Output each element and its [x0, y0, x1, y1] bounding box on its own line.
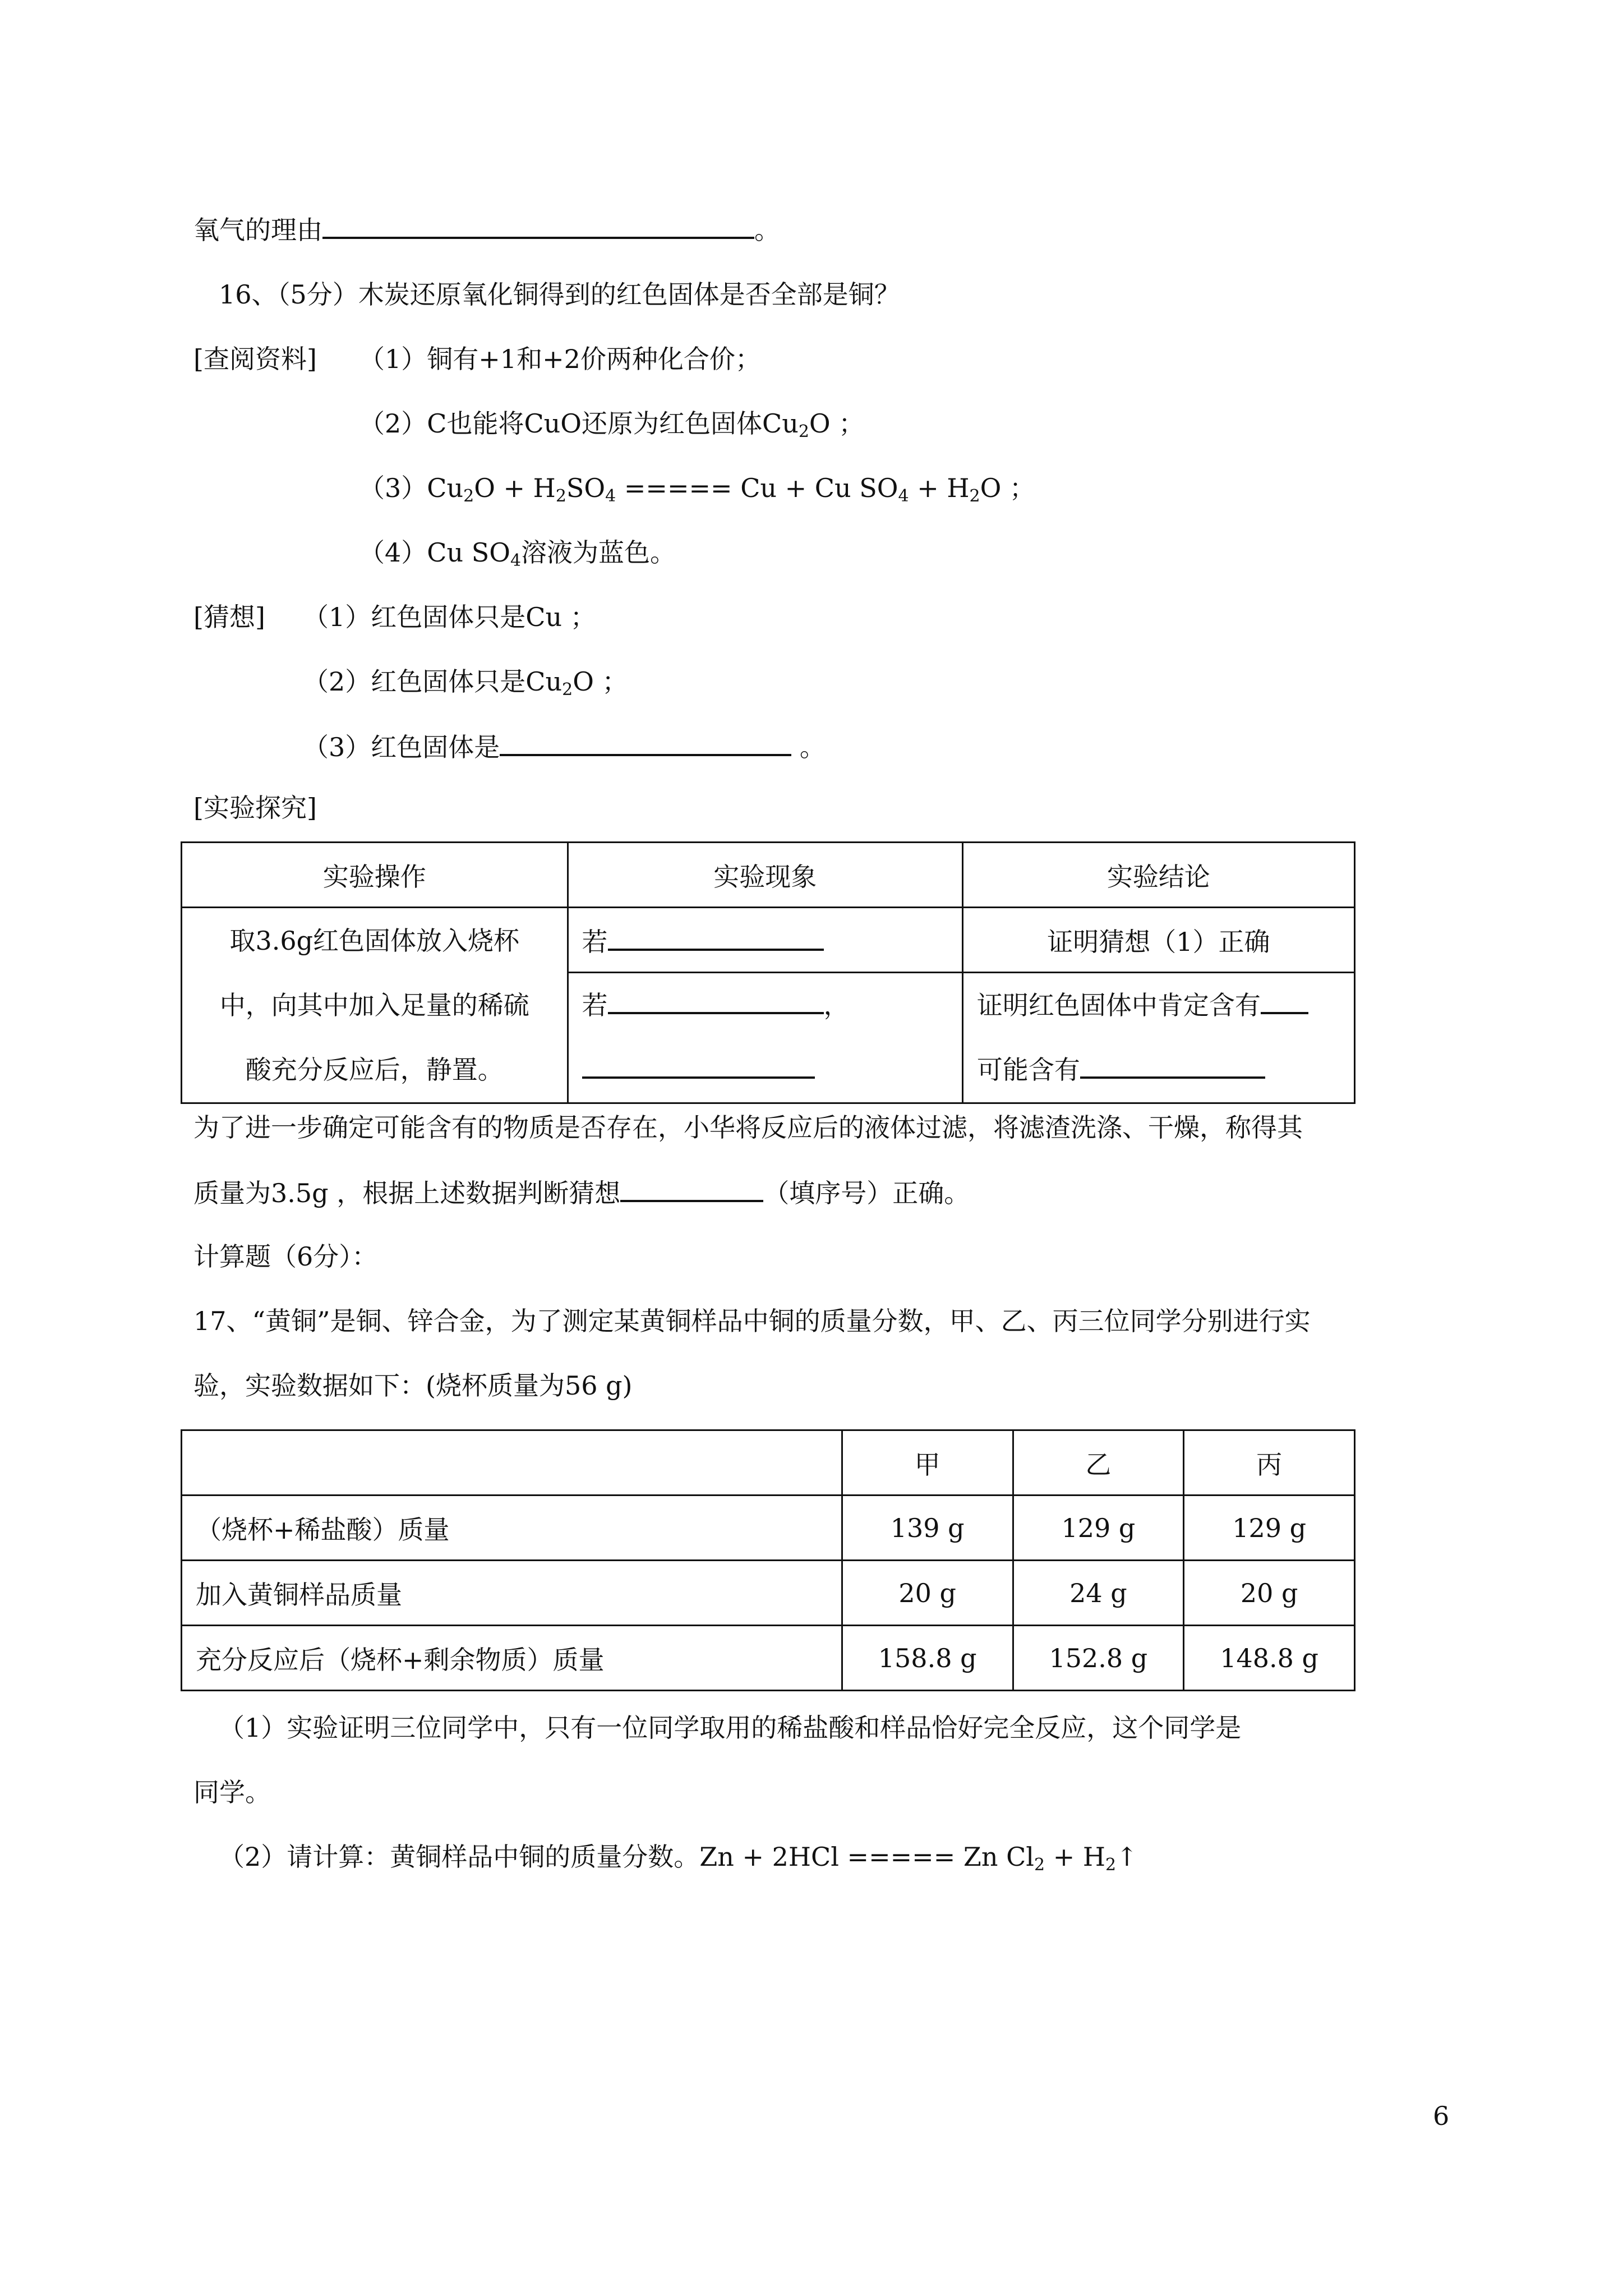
header-cell: 甲: [842, 1430, 1013, 1496]
text: 氧气的理由: [193, 215, 322, 245]
section-label: [猜想]: [193, 602, 265, 632]
text: 。: [754, 215, 780, 245]
answer-blank: [322, 212, 754, 239]
text-line: [193, 1175, 970, 1210]
answer-blank: [1080, 1052, 1265, 1079]
info-item-3: [359, 471, 1035, 505]
table-row: [182, 1561, 1355, 1626]
table-header-row: [182, 1430, 1355, 1496]
table-cell: 129 g: [1184, 1496, 1355, 1561]
text: O + H: [474, 473, 556, 503]
text: 中，向其中加入足量的稀硫: [219, 990, 529, 1020]
table-row: [182, 1496, 1355, 1561]
answer-blank: [582, 1052, 815, 1079]
row-label: （烧杯+稀盐酸）质量: [182, 1496, 842, 1561]
row-label: 加入黄铜样品质量: [182, 1561, 842, 1626]
text: （3）红色固体是: [303, 732, 500, 762]
text: O ；: [980, 473, 1035, 503]
table-cell: 20 g: [1184, 1561, 1355, 1626]
text-line: 同学。: [193, 1777, 271, 1807]
info-item-4: [359, 536, 676, 569]
table-cell: 129 g: [1013, 1496, 1184, 1561]
sub-question-1: （1）实验证明三位同学中，只有一位同学取用的稀盐酸和样品恰好完全反应，这个同学是: [219, 1713, 1242, 1743]
page-number: 6: [1433, 2101, 1450, 2131]
subscript: 4: [898, 486, 909, 506]
subscript: 2: [1034, 1855, 1045, 1875]
table-cell: 148.8 g: [1184, 1626, 1355, 1691]
text: 酸充分反应后，静置。: [245, 1054, 504, 1085]
answer-blank: [608, 924, 824, 951]
text: 溶液为蓝色。: [521, 537, 676, 568]
table-header-row: [182, 843, 1355, 908]
section-label: 计算题（6分）：: [193, 1241, 378, 1272]
question-17: 17、“黄铜”是铜、锌合金，为了测定某黄铜样品中铜的质量分数，甲、乙、丙三位同学分别进行实: [193, 1306, 1311, 1336]
text: 。: [791, 732, 826, 762]
header-cell: 实验结论: [962, 843, 1354, 908]
subscript: 2: [798, 422, 809, 441]
subscript: 4: [605, 486, 616, 506]
text: O ；: [809, 408, 865, 439]
table-cell: 152.8 g: [1013, 1626, 1184, 1691]
text: ===== Cu + Cu SO: [616, 473, 898, 503]
section-label: [查阅资料]: [193, 344, 317, 374]
text: 质量为3.5g ，根据上述数据判断猜想: [193, 1178, 621, 1208]
table-row: [182, 908, 1355, 973]
text-line: 验，实验数据如下：(烧杯质量为56 g): [193, 1370, 633, 1401]
text-line: 为了进一步确定可能含有的物质是否存在，小华将反应后的液体过滤，将滤渣洗涤、干燥，称得其: [193, 1112, 1303, 1143]
conclusion-cell: 证明猜想（1）正确: [962, 908, 1354, 973]
text: 可能含有: [976, 1055, 1080, 1085]
header-cell: 实验现象: [568, 843, 962, 908]
text: SO: [566, 473, 606, 503]
guess-2: [303, 665, 628, 698]
text: ，: [823, 990, 850, 1020]
text: （3）Cu: [359, 473, 464, 503]
text: （填序号）正确。: [763, 1178, 970, 1208]
subscript: 2: [1105, 1855, 1117, 1875]
text: （2）红色固体只是Cu: [303, 666, 562, 697]
up-arrow-icon: ↑: [1116, 1842, 1138, 1872]
conclusion-cell: [962, 973, 1354, 1103]
answer-blank: [608, 987, 824, 1014]
text: （2）C也能将CuO还原为红色固体Cu: [359, 408, 799, 439]
guess-1: （1）红色固体只是Cu ；: [303, 602, 596, 632]
phenomenon-cell: [568, 973, 962, 1103]
experiment-table: [181, 841, 1355, 1104]
answer-blank: [500, 729, 791, 756]
info-item-2: [359, 407, 864, 440]
text: （4）Cu SO: [359, 537, 510, 568]
text: 证明红色固体中肯定含有: [976, 990, 1261, 1020]
guess-3: [303, 729, 826, 764]
question-16: 16、（5分）木炭还原氧化铜得到的红色固体是否全部是铜？: [219, 279, 900, 310]
subscript: 2: [969, 486, 980, 506]
data-table: [181, 1429, 1355, 1691]
text: O ；: [573, 666, 628, 697]
answer-blank: [620, 1175, 763, 1202]
header-cell: 实验操作: [182, 843, 568, 908]
text: 取3.6g红色固体放入烧杯: [229, 925, 520, 956]
text: + H: [909, 473, 970, 503]
table-cell: 24 g: [1013, 1561, 1184, 1626]
subscript: 2: [555, 486, 566, 506]
subscript: 2: [562, 680, 573, 700]
table-row: [182, 1626, 1355, 1691]
table-cell: 139 g: [842, 1496, 1013, 1561]
subscript: 2: [463, 486, 474, 506]
text: 若: [582, 926, 608, 957]
table-cell: 158.8 g: [842, 1626, 1013, 1691]
subscript: 4: [510, 551, 522, 570]
section-label: [实验探究]: [193, 793, 317, 823]
text-line: [193, 212, 780, 247]
header-cell: [182, 1430, 842, 1496]
sub-question-2: [219, 1840, 1138, 1874]
header-cell: 乙: [1013, 1430, 1184, 1496]
info-item-1: （1）铜有+1和+2价两种化合价；: [359, 344, 761, 374]
table-cell: 20 g: [842, 1561, 1013, 1626]
text: （2）请计算：黄铜样品中铜的质量分数。Zn + 2HCl ===== Zn Cl: [219, 1842, 1035, 1872]
operation-cell: [182, 908, 568, 1103]
text: + H: [1045, 1842, 1106, 1872]
row-label: 充分反应后（烧杯+剩余物质）质量: [182, 1626, 842, 1691]
header-cell: 丙: [1184, 1430, 1355, 1496]
answer-blank: [1261, 987, 1308, 1014]
text: 若: [582, 990, 608, 1020]
phenomenon-cell: [568, 908, 962, 973]
